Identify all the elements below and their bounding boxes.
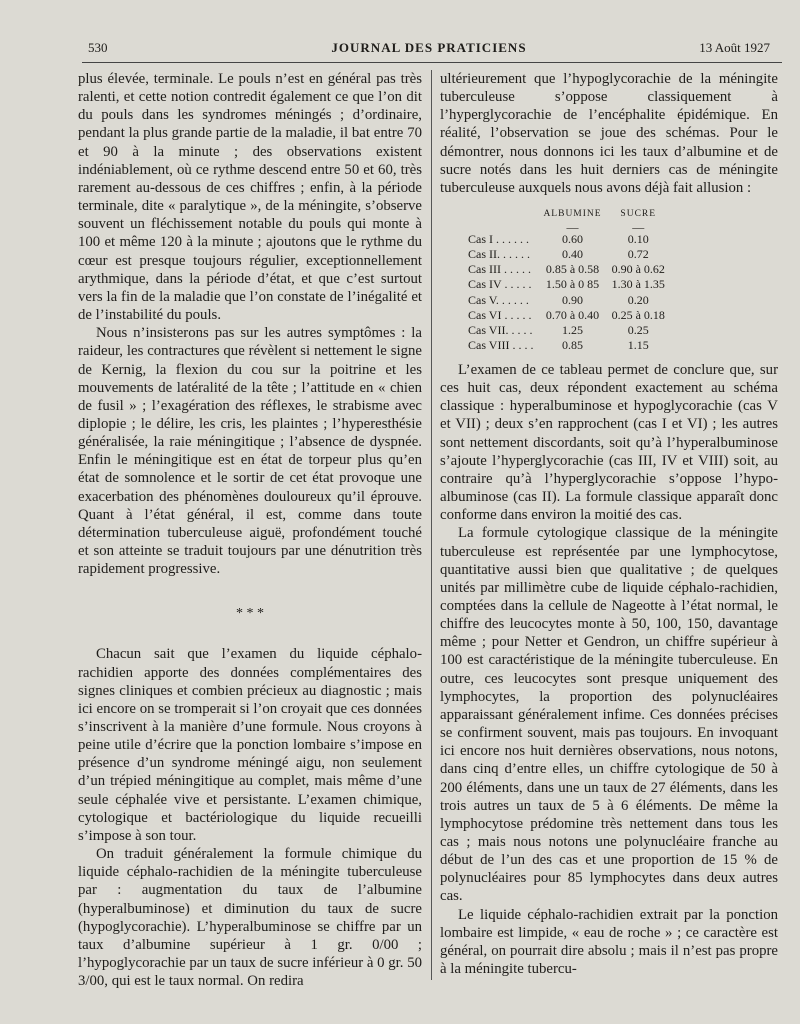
albumine-value: 0.90	[562, 292, 583, 307]
case-label: Cas VII. . . . .	[468, 322, 533, 337]
right-column	[440, 70, 778, 978]
albumine-dash: —	[566, 220, 579, 235]
sucre-value: 1.30 à 1.35	[611, 277, 665, 292]
paragraph-symptomes: Nous n’insisterons pas sur les autres symptômes : la raideur, les contractures que révèlent si nettement le signe de Kernig, la flexion du cou sur la poitrine et les mouvements de latéralité de la tête ; l’attitude en « chien de fusil » ; l’exagération des réflexes, le strabisme avec diplopie ; le délire, les cris, les plaintes ; l’hyperesthésie généralisée, la raie méningitique ; l’absence de dyspnée. Enfin le méningitique est en état de torpeur plus qu’en état de somnolence et le sortir de cet état provoque une exacerbation des phénomènes douloureux qu’il éprouve. Quant à l’état général, il est, comme dans toute détermination tuberculeuse aiguë, profondément touché et son atteinte se traduit toujours par une dénutrition très rapidement progressive.	[78, 325, 422, 578]
albumine-value: 0.70 à 0.40	[545, 307, 600, 322]
table-row	[462, 323, 671, 338]
case-label: Cas I . . . . . .	[468, 232, 529, 247]
sucre-dash: —	[632, 220, 645, 235]
albumine-value: 0.85 à 0.58	[545, 262, 600, 277]
case-label: Cas VI . . . . .	[468, 307, 532, 322]
paragraph-intro-tableau: ultérieurement que l’hypoglycorachie de la méningite tuberculeuse s’oppose classiquement à l’hyperglycorachie de l’encéphalite épidémique. En réalité, l’observation se joue des schémas. Pour le démontrer, nous donnons ici les taux d’albumine et de sucre notés dans les huit derniers cas de méningite tuberculeuse auxquels nous avons déjà fait allusion :	[440, 71, 778, 196]
albumine-value: 1.25	[562, 322, 583, 337]
left-column	[78, 70, 422, 990]
sucre-value: 0.25	[627, 322, 649, 337]
paragraph-formule-cytologique: La formule cytologique classique de la méningite tuberculeuse est représentée par une lymphocytose, quantitative aussi bien que qualitative ; de quelques unités par millimètre cube de liquide céphalo-rachidien, comptées dans la cellule de Nageotte à l’état normal, le chiffre des leucocytes monte à 50, 100, 150, davantage même ; pour Netter et Gendron, un chiffre supérieur à 100 est caractéristique de la méningite tuberculeuse. En outre, ces leucocytes sont presque uniquement des lymphocytes, la proportion des polynucléaires apparaissant généralement infime. Ces données précises se confirment souvent, mais pas toujours. En invoquant ici encore nos huit dernières observations, nous notons, dans cinq d’entre elles, un chiffre cytologique de 50 à 200 éléments, dans une un taux de 27 éléments, dans les trois autres un taux de 5 à 6 éléments. De même la lymphocytose prédomine très nettement dans tous les cas ; mais nous notons une polynucléaire franche au début de l’un des cas et une proportion de 15 % de polynucléaires pour 85 lymphocytes dans deux autres cas.	[440, 525, 778, 905]
table-row	[462, 247, 671, 262]
albumine-header: ALBUMINE	[543, 209, 602, 220]
case-label: Cas VIII . . . .	[468, 337, 534, 352]
case-label: Cas V. . . . . .	[468, 292, 529, 307]
case-label: Cas III . . . . .	[468, 262, 531, 277]
table-row	[462, 232, 671, 247]
case-label: Cas II. . . . . .	[468, 247, 530, 262]
albumine-value: 1.50 à 0 85	[545, 277, 600, 292]
table-row	[462, 293, 671, 308]
albumine-sucre-table	[462, 207, 671, 353]
table-row	[462, 262, 671, 277]
section-separator	[78, 578, 422, 645]
table-row	[462, 338, 671, 353]
sucre-value: 1.15	[627, 337, 649, 352]
albumine-value: 0.60	[562, 232, 583, 247]
sucre-value: 0.90 à 0.62	[611, 262, 665, 277]
separator-glyphs: * * *	[236, 606, 264, 622]
sucre-value: 0.25 à 0.18	[611, 307, 665, 322]
column-rule	[431, 70, 432, 980]
albumine-value: 0.40	[562, 247, 583, 262]
sucre-value: 0.20	[627, 292, 649, 307]
paragraph-pouls: plus élevée, terminale. Le pouls n’est en général pas très ralenti, et cette notion contredit également ce que l’on dit du pouls dans les syndromes méningés ; d’ordinaire, pendant la plus grande partie de la maladie, il bat entre 70 et 90 à la minute ; des observations existent indéniablement, où ce rythme descend entre 50 et 60, très rarement au-dessous de ces chiffres ; enfin, à la période terminale, dite « paralytique », de la méningite, s’observe souvent un fléchissement notable du pouls qui monte à 100 et même 120 à la minute ; ajoutons que le rythme du cœur est presque toujours régulier, exceptionnellement arythmique, dans la période d’état, et que c’est surtout vers la fin de la maladie que l’on constate de l’inégalité et de l’instabilité du pouls.	[78, 71, 422, 324]
running-header	[88, 40, 770, 60]
sucre-header: SUCRE	[620, 209, 657, 220]
table-row	[462, 277, 671, 292]
table-row	[462, 308, 671, 323]
page-number: 530	[88, 40, 108, 55]
header-rule	[82, 62, 782, 63]
issue-date: 13 Août 1927	[699, 40, 770, 55]
albumine-value: 0.85	[562, 337, 583, 352]
table-dash-row	[462, 222, 671, 232]
paragraph-liquide-limpide: Le liquide céphalo-rachidien extrait par la ponction lombaire est limpide, « eau de roche » ; ce caractère est général, on pourrait dire absolu ; mais il n’est pas propre à la méningite tubercu-	[440, 906, 778, 978]
paragraph-examen-liquide: Chacun sait que l’examen du liquide céphalo-rachidien apporte des données complémentaires des signes cliniques et combien précieux au diagnostic ; mais ici encore on se tromperait si l’on croyait que ces données s’inscrivent à la manière d’une formule. Nous croyons à peine utile d’écrire que la ponction lombaire s’impose en présence d’un syndrome méningé aigu, non seulement d’un trépied méningitique au complet, mais même d’une seule céphalée vive et persistante. L’examen chimique, cytologique et bactériologique du liquide recueilli s’impose à son tour.	[78, 646, 422, 844]
paragraph-conclusion-tableau: L’examen de ce tableau permet de conclure que, sur ces huit cas, deux répondent exactement au schéma classique : hyperalbuminose et hypoglycorachie (cas V et VII) ; deux s’en rapprochent (cas I et VI) ; les autres sont nettement discordants, soit qu’à l’hyperalbuminose s’ajoute l’hyperglycorachie (cas III, IV et VIII) soit, au contraire qu’à l’hyperglycorachie s’oppose l’hypo-albuminose (cas II). La formule classique apparaît donc conforme dans environ la moitié des cas.	[440, 361, 778, 524]
case-label: Cas IV . . . . .	[468, 277, 532, 292]
sucre-value: 0.72	[627, 247, 649, 262]
paragraph-formule-chimique: On traduit généralement la formule chimique du liquide céphalo-rachidien de la méningite tuberculeuse par : augmentation du taux de l’albumine (hyperalbuminose) et diminution du taux de sucre (hypoglycorachie). L’hyperalbuminose se chiffre par un taux d’albumine supérieur à 1 gr. 0/00 ; l’hypoglycorachie par un taux de sucre inférieur à 0 gr. 50 3/00, qui est le taux normal. On redira	[78, 846, 422, 990]
journal-title: JOURNAL DES PRATICIENS	[331, 40, 527, 55]
sucre-value: 0.10	[627, 232, 649, 247]
